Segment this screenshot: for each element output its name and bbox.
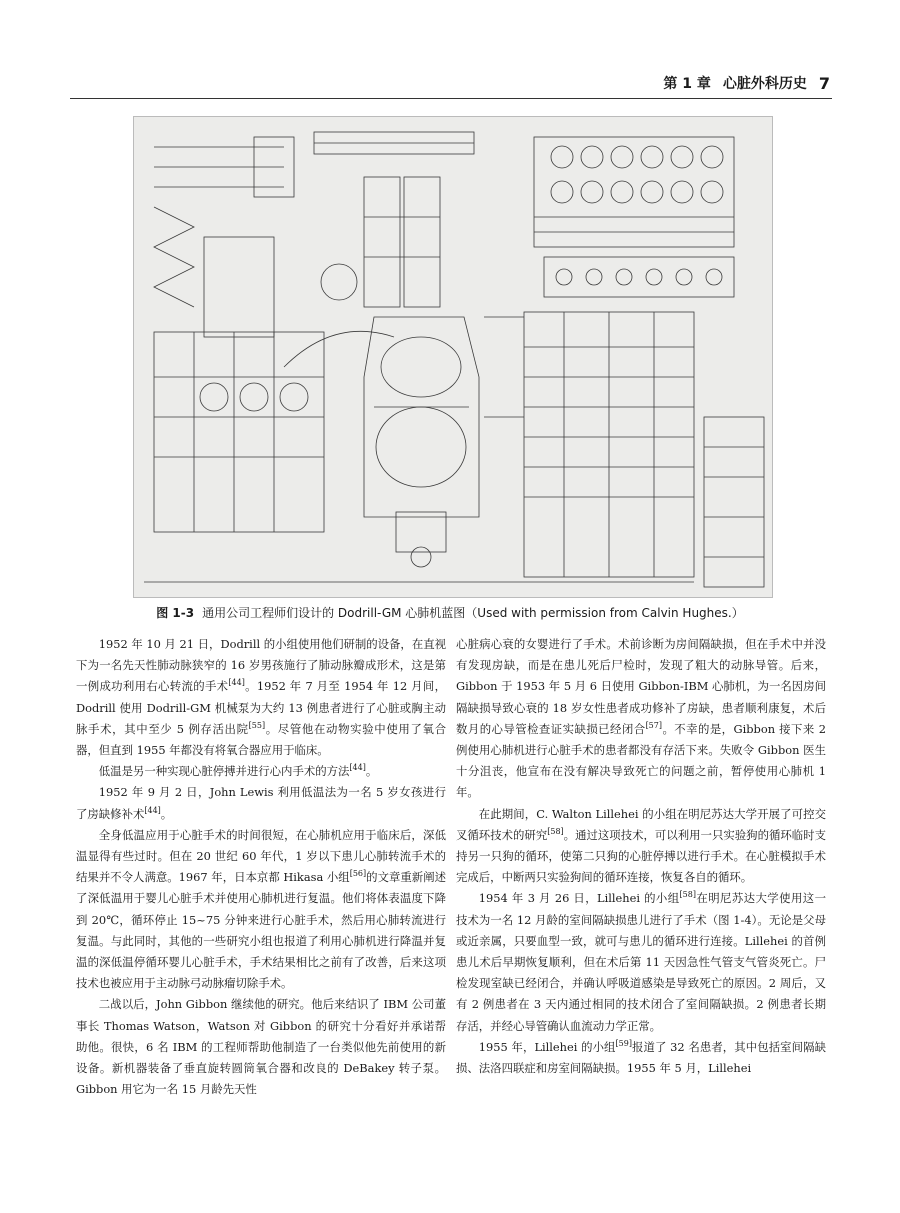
citation-ref: [56] xyxy=(349,869,367,879)
paragraph-text: 。1952 年 7 月至 1954 年 12 月间，Dodrill 使用 Dodrill-GM 机械泵为大约 13 例患者进行了心脏或胸主动脉手术，其中至少 5 例存活出院 xyxy=(76,679,446,736)
blueprint-figure xyxy=(133,116,773,598)
blueprint-drawing xyxy=(134,117,772,597)
body-paragraph xyxy=(76,761,446,782)
citation-ref: [44] xyxy=(349,763,366,773)
citation-ref: [58] xyxy=(547,827,564,837)
citation-ref: [44] xyxy=(228,678,245,688)
figure-caption-text: 通用公司工程师们设计的 Dodrill-GM 心肺机蓝图（Used with permission from Calvin Hughes.） xyxy=(202,606,744,620)
paragraph-text: 全身低温应用于心脏手术的时间很短，在心肺机应用于临床后，深低温显得有些过时。但在 20 世纪 60 年代，1 岁以下患儿心肺转流手术的结果并不令人满意。1967 年，日本京都 Hikasa 小组 xyxy=(76,827,446,885)
paragraph-text: 。不幸的是，Gibbon 接下来 2 例使用心肺机进行心脏手术的患者都没有存活下来。失败令 Gibbon 医生十分沮丧，他宣布在没有解决导致死亡的问题之前，暂停使用心肺机 1 年。 xyxy=(456,721,826,800)
paragraph-text: 。 xyxy=(365,764,378,779)
figure-caption xyxy=(70,604,830,621)
paragraph-text: 心脏病心衰的女婴进行了手术。术前诊断为房间隔缺损，但在手术中并没有发现房缺，而是在患儿死后尸检时，发现了粗大的动脉导管。后来，Gibbon 于 1953 年 5 月 6 日使用 Gibbon-IBM 心肺机，为一名因房间隔缺损导致心衰的 18 岁女性患者成功修补了房缺，患者顺利康复，术后数月的心导管检查证实缺损已经闭合 xyxy=(456,637,826,736)
chapter-number: 第 1 章 xyxy=(663,76,711,92)
running-header xyxy=(640,72,830,94)
figure-label: 图 1-3 xyxy=(156,606,195,620)
body-paragraph xyxy=(76,634,446,761)
citation-ref: [55] xyxy=(248,721,266,731)
right-text-column xyxy=(456,634,826,1154)
citation-ref: [57] xyxy=(645,721,662,731)
body-paragraph xyxy=(456,634,826,804)
paragraph-text: 。尽管他在动物实验中使用了氧合器，但直到 1955 年都没有将氧合器应用于临床。 xyxy=(76,721,446,758)
paragraph-text: 1952 年 9 月 2 日，John Lewis 利用低温法为一名 5 岁女孩进行了房缺修补术 xyxy=(76,785,446,821)
body-paragraph xyxy=(76,782,446,824)
paragraph-text: 。 xyxy=(160,806,173,821)
paragraph-text: 在此期间，C. Walton Lillehei 的小组在明尼苏达大学开展了可控交叉循环技术的研究 xyxy=(456,806,826,842)
citation-ref: [44] xyxy=(144,805,161,815)
body-paragraph xyxy=(456,804,826,889)
paragraph-text: 报道了 32 名患者，其中包括室间隔缺损、法洛四联症和房室间隔缺损。1955 年 5 月，Lillehei xyxy=(456,1039,826,1076)
left-text-column xyxy=(76,634,446,1154)
citation-ref: [58] xyxy=(679,890,696,900)
paragraph-text: 。通过这项技术，可以利用一只实验狗的循环临时支持另一只狗的循环，使第二只狗的心脏停搏以进行手术。在心脏模拟手术完成后，中断两只实验狗间的循环连接，恢复各自的循环。 xyxy=(456,827,826,885)
paragraph-text: 1954 年 3 月 26 日，Lillehei 的小组 xyxy=(478,891,680,906)
body-paragraph xyxy=(76,994,446,1100)
body-paragraph xyxy=(456,888,826,1036)
paragraph-text: 二战以后，John Gibbon 继续他的研究。他后来结识了 IBM 公司董事长 Thomas Watson，Watson 对 Gibbon 的研究十分看好并承诺帮助他。很快，6 名 IBM 的工程师帮助他制造了一台类似他先前使用的新设备。新机器装备了垂直旋转圆筒氧合器和改良的 DeBakey 转子泵。Gibbon 用它为一名 15 月龄先天性 xyxy=(76,997,446,1097)
body-paragraph xyxy=(456,1037,826,1079)
header-rule xyxy=(70,98,832,99)
body-paragraph xyxy=(76,825,446,995)
paragraph-text: 在明尼苏达大学使用这一技术为一名 12 月龄的室间隔缺损患儿进行了手术（图 1-4）。无论是父母或近亲属，只要血型一致，就可与患儿的循环进行连接。Lillehei 的首例患儿术后早期恢复顺利，但在术后第 11 天因急性气管支气管炎死亡。尸检发现室缺已经闭合，并确认呼吸道感染是导致死亡的原因。2 周后，又有 2 例患者在 3 天内通过相同的技术闭合了室间隔缺损。2 例患者长期存活，并经心导管确认血流动力学正常。 xyxy=(456,891,826,1033)
paragraph-text: 1952 年 10 月 21 日，Dodrill 的小组使用他们研制的设备，在直视下为一名先天性肺动脉狭窄的 16 岁男孩施行了肺动脉瓣成形术，这是第一例成功利用右心转流的手术 xyxy=(76,637,446,694)
page-number: 7 xyxy=(818,73,830,93)
paragraph-text: 1955 年，Lillehei 的小组 xyxy=(478,1039,616,1054)
citation-ref: [59] xyxy=(615,1039,632,1049)
paragraph-text: 的文章重新阐述了深低温用于婴儿心脏手术并使用心肺机进行复温。他们将体表温度下降到 20℃，循环停止 15~75 分钟来进行心脏手术，然后用心肺转流进行复温。与此同时，其他的一些研究小组也报道了利用心肺机进行降温并复温的深低温停循环婴儿心脏手术，手术结果相比之前有了改善，后来这项技术也被应用于主动脉弓动脉瘤切除手术。 xyxy=(76,870,446,991)
chapter-title: 心脏外科历史 xyxy=(722,76,807,92)
paragraph-text: 低温是另一种实现心脏停搏并进行心内手术的方法 xyxy=(98,764,350,779)
